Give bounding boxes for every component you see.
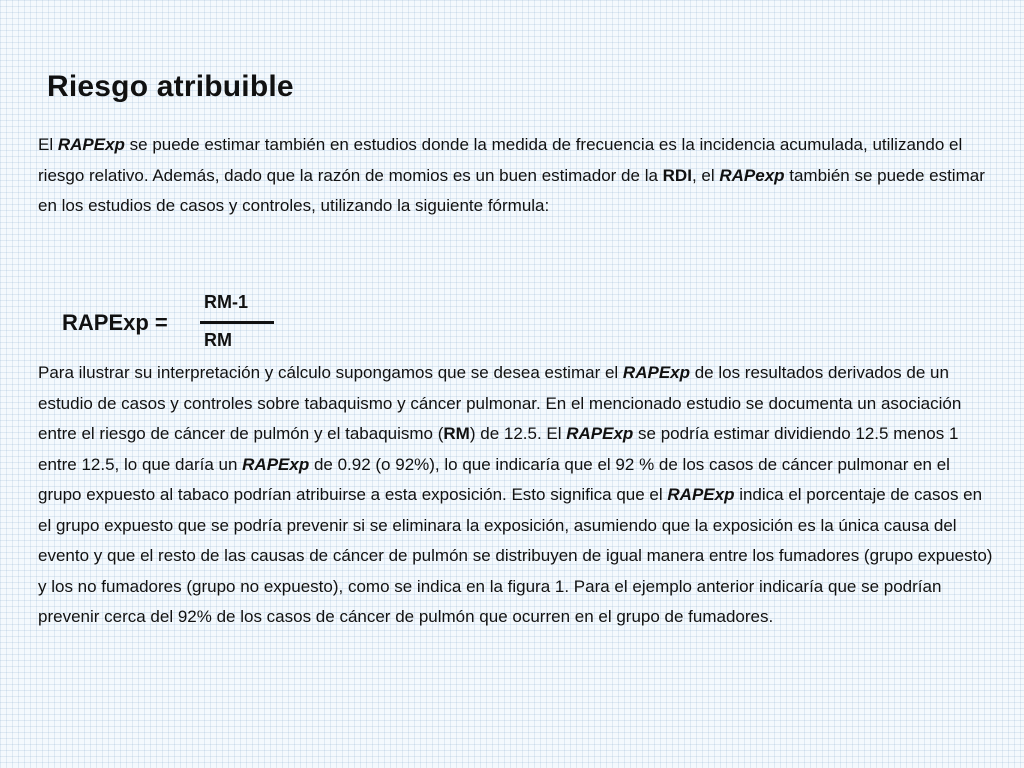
- term-rapexp: RAPExp: [57, 135, 125, 154]
- text-segment: se puede estimar también en estudios donde la medida de frecuencia es la incidencia acumulada, utilizando el riesgo relativo. Además, dado que la razón de momios es un buen estimador de la: [38, 135, 963, 185]
- term-rm: RM: [443, 424, 470, 443]
- text-segment: , el: [691, 165, 720, 185]
- text-segment: de los resultados derivados de un estudio de casos y controles sobre tabaquismo y cáncer pulmonar. En el mencionado estudio se documenta un asociación entre el riesgo de cáncer de pulmón y el tabaquismo (: [38, 363, 962, 443]
- formula-numerator: RM-1: [204, 292, 248, 312]
- text-segment: se podría estimar dividiendo 12.5 menos 1 entre 12.5, lo que daría un: [38, 424, 959, 474]
- formula-denominator: RM: [204, 330, 232, 350]
- term-rdi: RDI: [662, 165, 692, 185]
- term-rapexp: RAPExp: [622, 363, 690, 382]
- term-rapexp: RAPExp: [667, 485, 735, 504]
- term-rapexp: RAPexp: [719, 165, 785, 185]
- text-segment: también se puede estimar en los estudios de casos y controles, utilizando la siguiente fórmula:: [38, 165, 985, 215]
- fraction-bar: [200, 321, 274, 324]
- paragraph-example: [38, 358, 998, 633]
- formula: [62, 292, 322, 356]
- paragraph-intro: [38, 130, 998, 222]
- text-segment: El: [38, 135, 58, 154]
- term-rapexp: RAPExp: [242, 454, 310, 474]
- text-segment: de 0.92 (o 92%), lo que indicaría que el 92 % de los casos de cáncer pulmonar en el grupo expuesto al tabaco podrían atribuirse a esta exposición. Esto significa que el: [38, 454, 950, 504]
- term-rapexp: RAPExp: [566, 424, 634, 443]
- slide-title: Riesgo atribuible: [47, 70, 294, 103]
- text-segment: Para ilustrar su interpretación y cálculo supongamos que se desea estimar el: [38, 363, 623, 382]
- formula-lhs: RAPExp =: [62, 310, 168, 335]
- text-segment: ) de 12.5. El: [469, 424, 567, 443]
- text-segment: indica el porcentaje de casos en el grupo expuesto que se podría prevenir si se eliminara la exposición, asumiendo que la exposición es la única causa del evento y que el resto de las causas de cáncer de pulmón se distribuyen de igual manera entre los fumadores (grupo expuesto) y los no fumadores (grupo no expuesto), como se indica en la figura 1. Para el ejemplo anterior indicaría que se podrían prevenir cerca del 92% de los casos de cáncer de pulmón que ocurren en el grupo de fumadores.: [38, 485, 993, 626]
